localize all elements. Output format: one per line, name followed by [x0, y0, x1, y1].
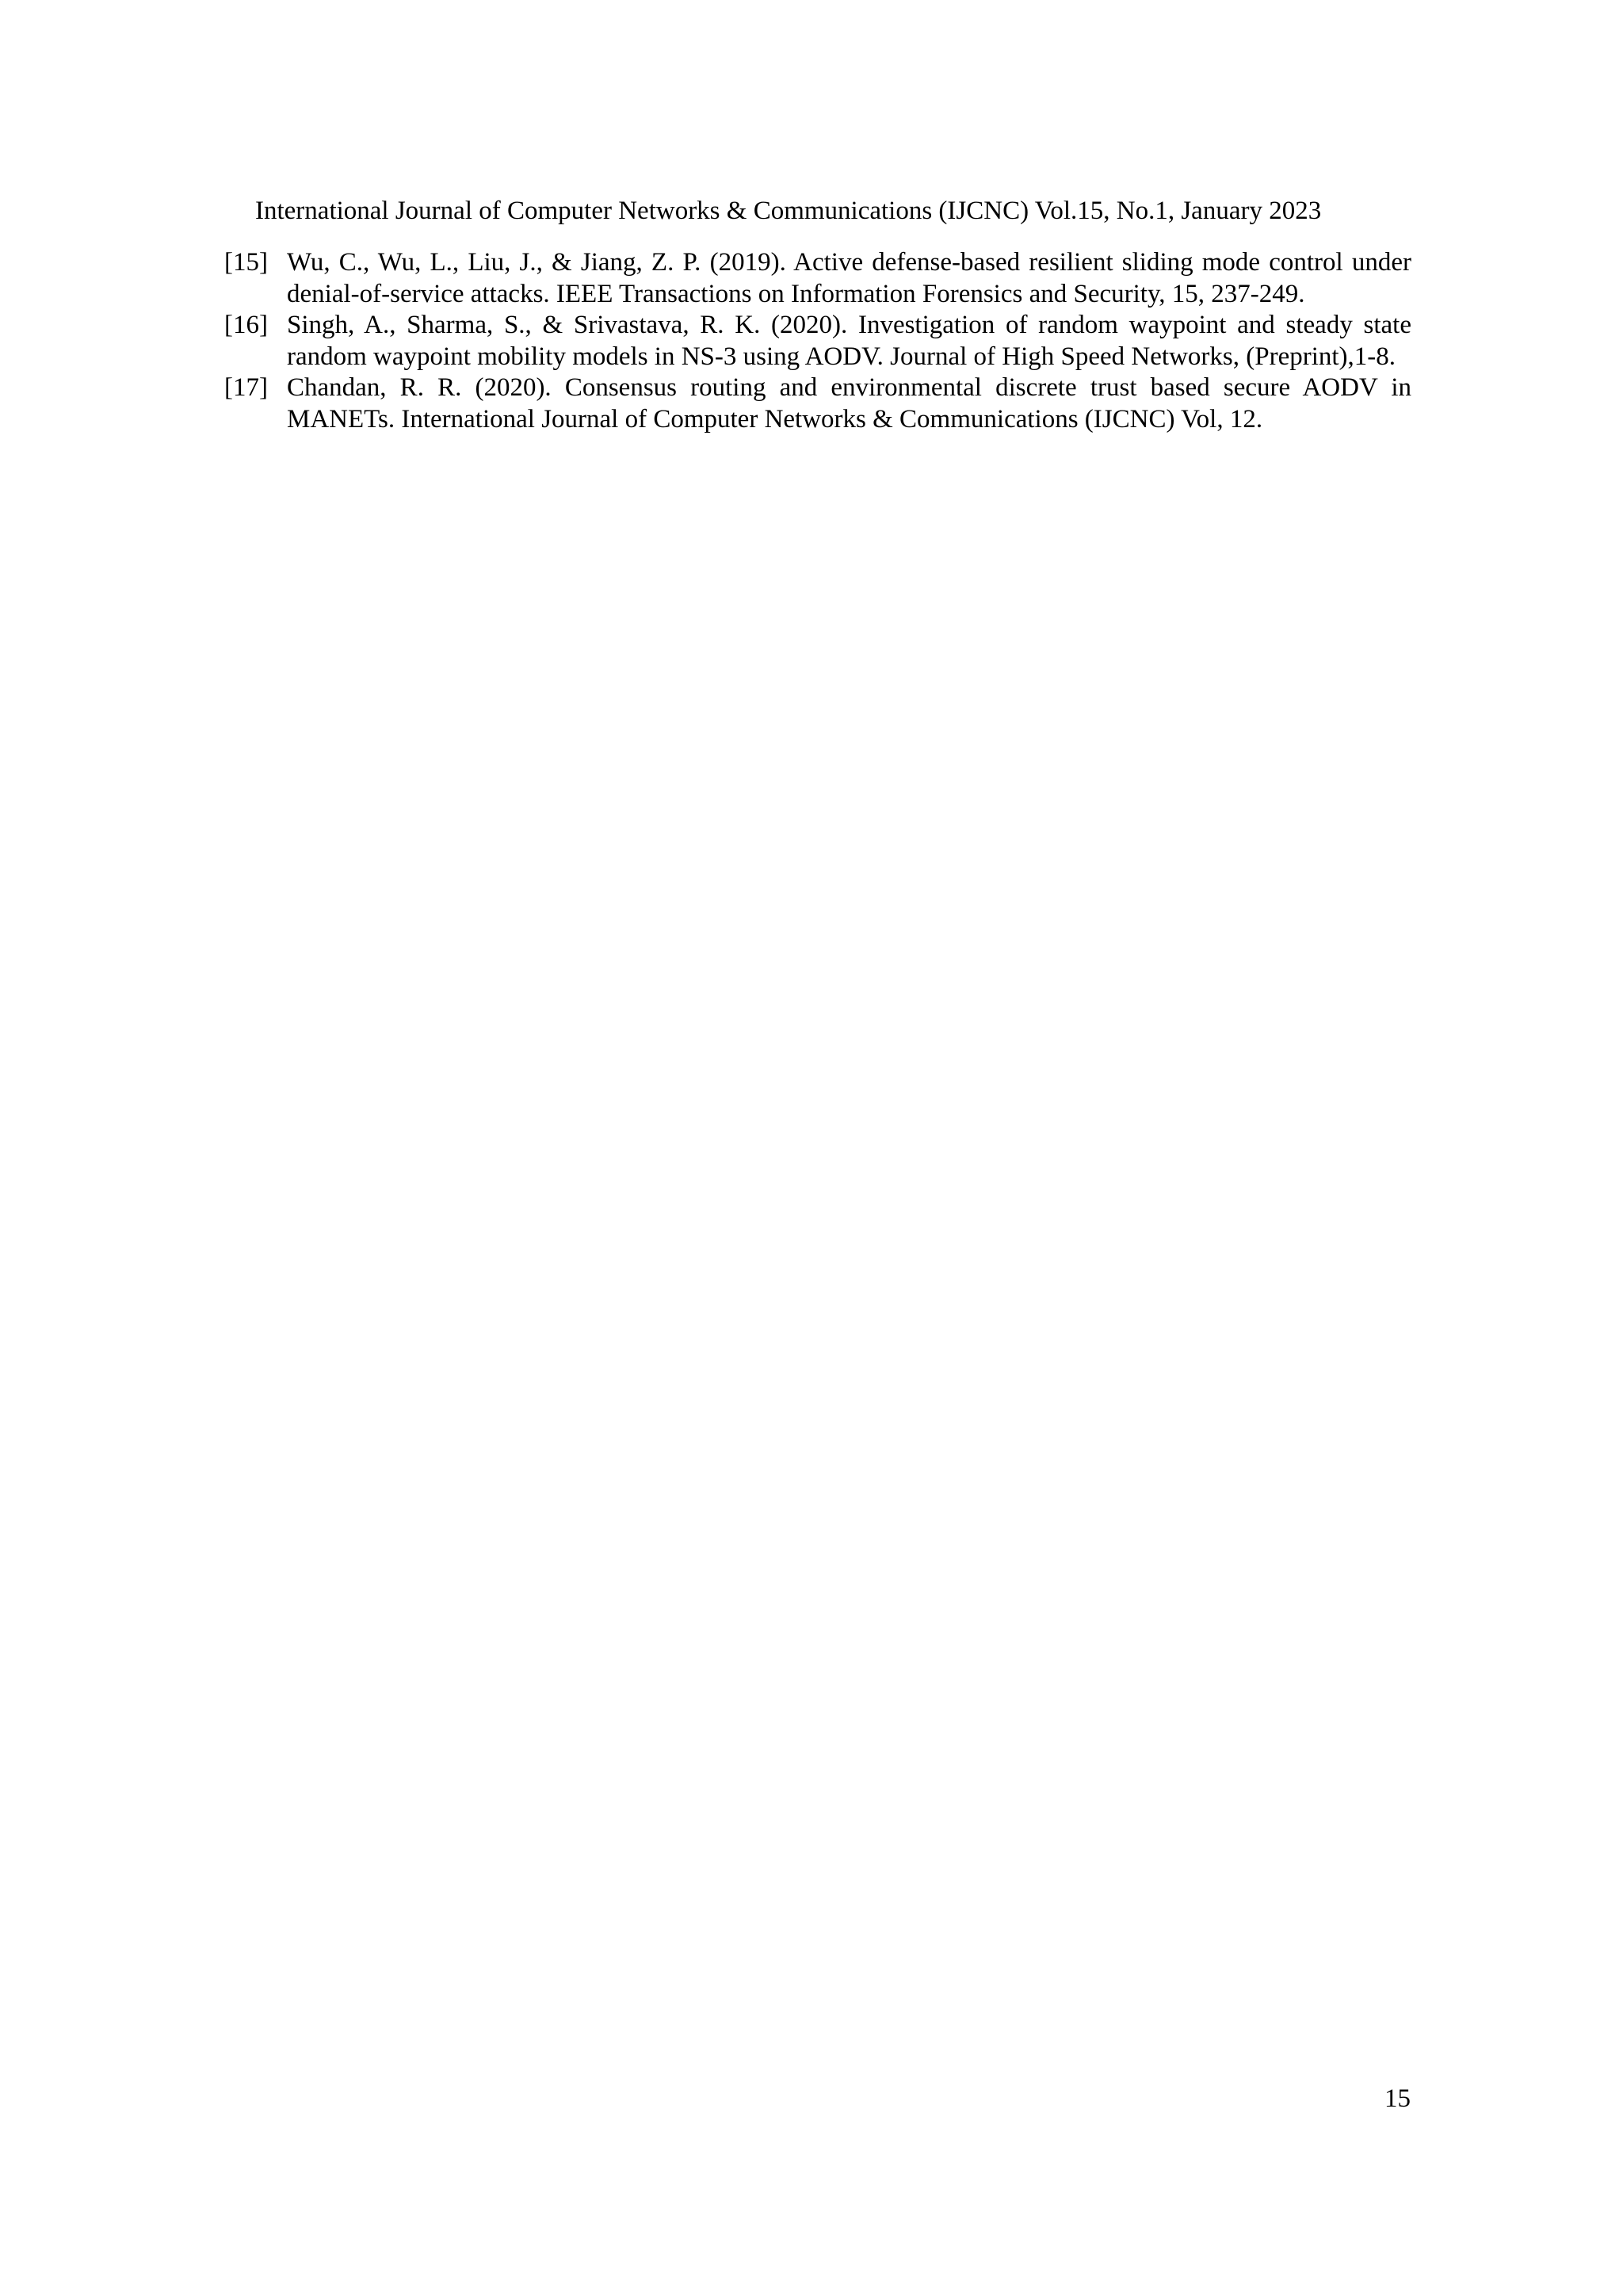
- reference-item: [224, 372, 1411, 435]
- reference-item: [224, 247, 1411, 310]
- reference-text: Wu, C., Wu, L., Liu, J., & Jiang, Z. P. (2019). Active defense-based resilient sliding mode control under denial-of-service attacks. IEEE Transactions on Information Forensics and Security, 15, 237-249.: [287, 248, 1411, 308]
- page-number: 15: [1384, 2084, 1411, 2113]
- reference-text: Chandan, R. R. (2020). Consensus routing and environmental discrete trust based secure AODV in MANETs. International Journal of Computer Networks & Communications (IJCNC) Vol, 12.: [287, 373, 1411, 434]
- reference-item: [224, 310, 1411, 372]
- running-header: International Journal of Computer Networks & Communications (IJCNC) Vol.15, No.1, January 2023: [255, 197, 1322, 225]
- reference-list: [224, 247, 1411, 435]
- reference-number: [17]: [224, 373, 268, 402]
- reference-number: [15]: [224, 248, 268, 277]
- reference-text: Singh, A., Sharma, S., & Srivastava, R. K. (2020). Investigation of random waypoint and steady state random waypoint mobility models in NS-3 using AODV. Journal of High Speed Networks, (Preprint),1-8.: [287, 311, 1411, 371]
- reference-number: [16]: [224, 311, 268, 339]
